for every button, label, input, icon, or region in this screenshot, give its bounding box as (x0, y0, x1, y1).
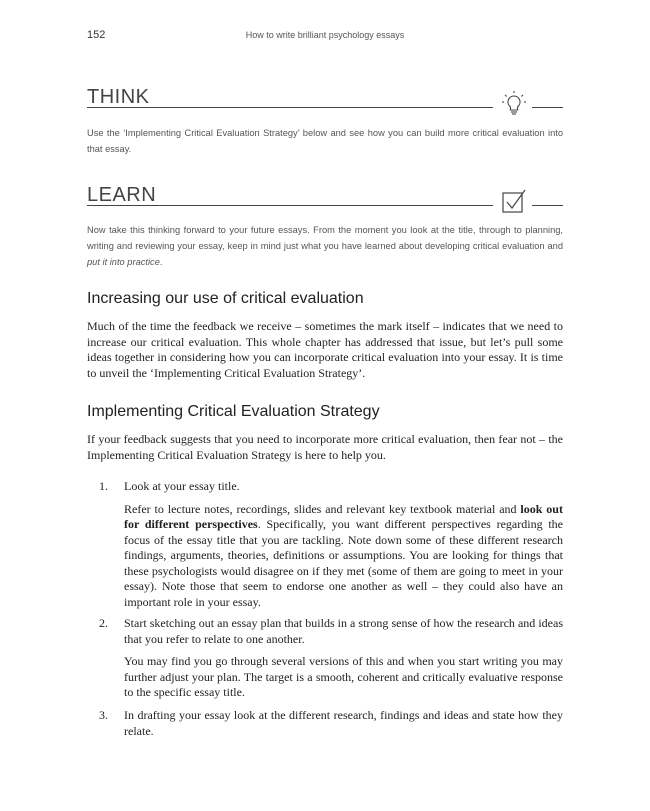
section-intro-strategy: If your feedback suggests that you need to incorporate more critical evaluation, then fear not – the Implementing Critical Evaluation Strategy is here to help you. (87, 432, 563, 462)
learn-rule (87, 205, 493, 206)
list-item (87, 708, 563, 739)
checkbox-icon (501, 188, 527, 214)
list-number: 3. (99, 708, 108, 722)
list-item (87, 616, 563, 701)
think-rule (87, 107, 493, 108)
think-text: Use the ‘Implementing Critical Evaluation Strategy’ below and see how you can build more critical evaluation into that essay. (87, 128, 563, 154)
section-title-strategy: Implementing Critical Evaluation Strategy (87, 403, 380, 420)
lightbulb-icon (501, 90, 527, 116)
list-subtext: Refer to lecture notes, recordings, slides and relevant key textbook material and look out for different perspectives. Specifically, you want different perspectives regarding the focus of the essay title that you are tackling. Note down some of these different research findings, arguments, theories, definitions or assumptions. You are looking for things that these psychologists would disagree on if they met (some of them are going to meet in your essay). Note those that seem to endorse one another as well – they could also have an important role in your essay. (124, 501, 564, 609)
list-item (87, 479, 563, 610)
learn-emphasis: put it into practice (87, 257, 160, 267)
section-body-increasing: Much of the time the feedback we receive – sometimes the mark itself – indicates that we need to increase our critical evaluation. This whole chapter has addressed that issue, but let’s pull some ideas together in considering how you can incorporate critical evaluation into your essay. It is time to unveil the ‘Implementing Critical Evaluation Strategy’. (87, 319, 563, 380)
section-title-increasing: Increasing our use of critical evaluation (87, 290, 364, 307)
think-heading (87, 80, 563, 108)
list-subtext: You may find you go through several versions of this and when you start writing you may further adjust your plan. The target is a smooth, coherent and critically evaluative response to the specific essay title. (124, 654, 563, 699)
learn-rule-right (532, 205, 563, 206)
think-rule-right (532, 107, 563, 108)
learn-label: LEARN (87, 184, 157, 206)
running-head: How to write brilliant psychology essays (245, 30, 405, 40)
learn-text: Now take this thinking forward to your future essays. From the moment you look at the title, through to planning, writing and reviewing your essay, keep in mind just what you have learned about developing critical evaluation and put it into practice. (87, 225, 563, 267)
list-number: 2. (99, 616, 108, 630)
list-text: Start sketching out an essay plan that builds in a strong sense of how the research and ideas that you refer to relate to one another. (124, 616, 563, 646)
list-text: In drafting your essay look at the different research, findings and ideas and state how they relate. (124, 708, 563, 738)
list-text: Look at your essay title. (124, 479, 240, 493)
emphasis-bold: look out for different perspectives (124, 501, 563, 531)
list-number: 1. (99, 479, 108, 493)
think-label: THINK (87, 86, 150, 108)
learn-heading (87, 178, 563, 206)
page-number: 152 (87, 29, 106, 41)
